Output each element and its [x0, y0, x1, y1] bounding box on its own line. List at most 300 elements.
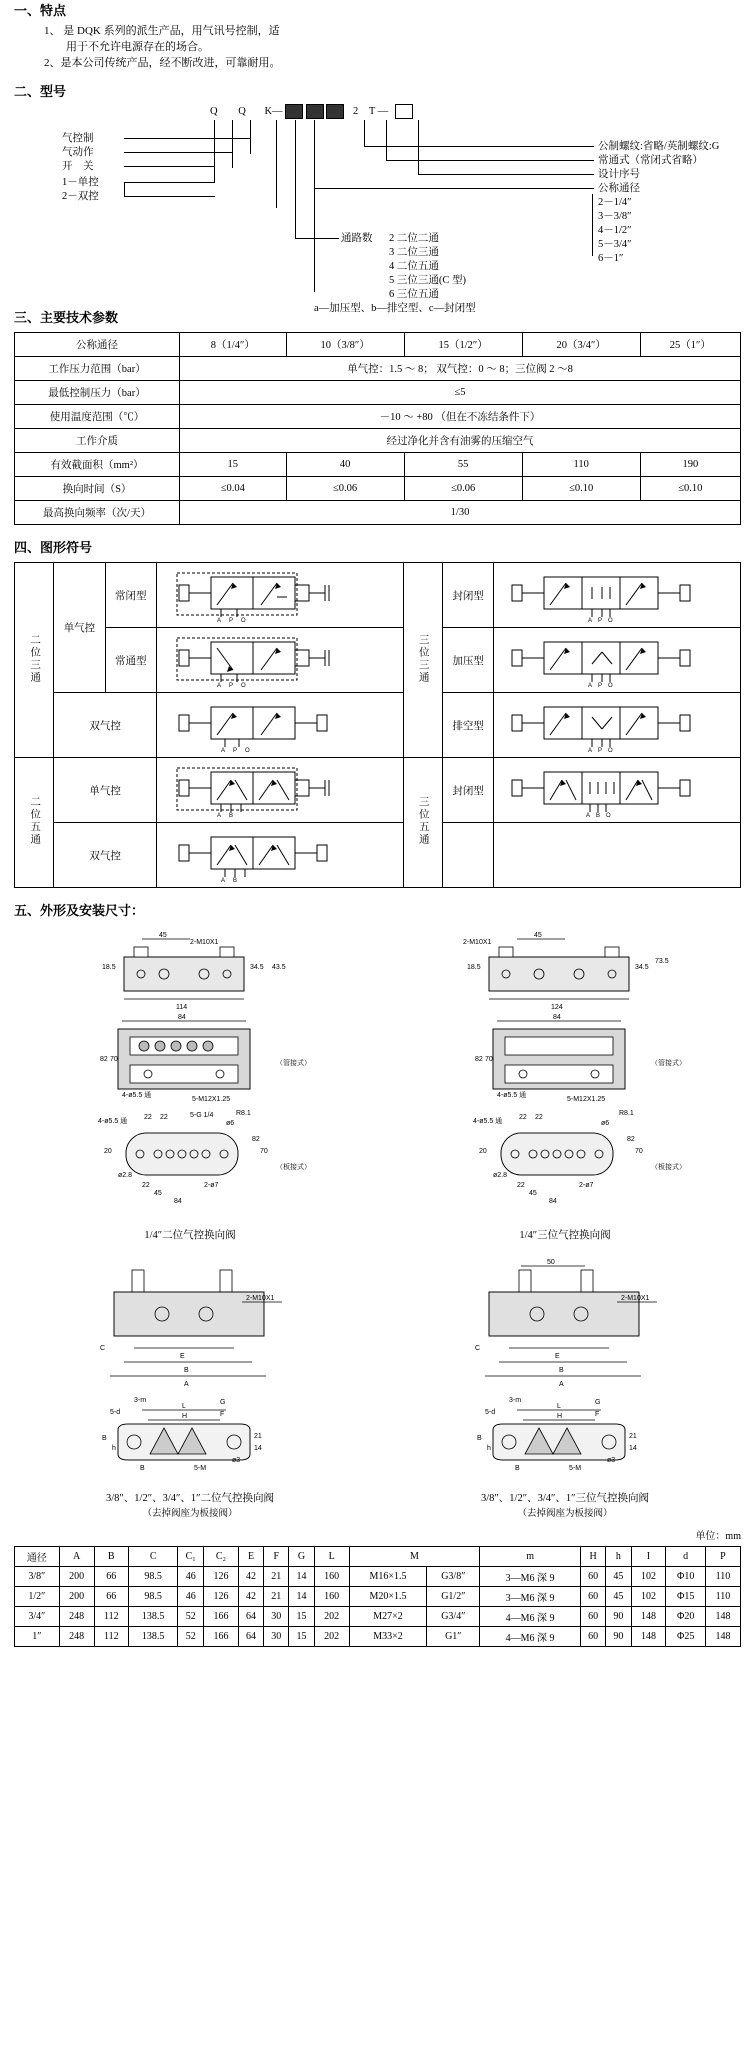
section-number: 五、 [14, 903, 41, 918]
col-header: M [349, 1547, 480, 1567]
channel-option: 5 三位三通(C 型) [389, 275, 466, 286]
cell: 200 [59, 1567, 94, 1587]
section-label: 主要技术参数 [40, 310, 119, 325]
symbol-3way-double [159, 697, 373, 753]
svg-text:F: F [595, 1411, 600, 1418]
col-header: C₁ [178, 1547, 204, 1567]
cell: 112 [94, 1607, 128, 1627]
cell: 52 [178, 1627, 204, 1647]
cell: 66 [94, 1567, 128, 1587]
cell: 248 [59, 1607, 94, 1627]
cell: 64 [238, 1607, 263, 1627]
svg-text:82: 82 [627, 1136, 635, 1143]
svg-text:3-m: 3-m [509, 1397, 522, 1404]
cell: 30 [264, 1627, 289, 1647]
symbol-graphic-cell [156, 758, 403, 823]
spec-value: ≤0.06 [286, 477, 404, 501]
col-header: H [581, 1547, 606, 1567]
svg-text:22: 22 [160, 1114, 168, 1121]
svg-text:B: B [140, 1465, 145, 1472]
svg-text:5-M: 5-M [194, 1465, 207, 1472]
cell: Φ20 [666, 1607, 705, 1627]
channel-title: 通路数 [341, 233, 373, 244]
svg-text:B: B [184, 1367, 189, 1374]
svg-text:4-ø5.5 通: 4-ø5.5 通 [122, 1092, 152, 1099]
spec-value: ≤0.10 [640, 477, 740, 501]
col-header: L [314, 1547, 349, 1567]
cell: 102 [631, 1587, 666, 1607]
svg-text:70: 70 [635, 1148, 643, 1155]
cell: Φ10 [666, 1567, 705, 1587]
leader-line [364, 120, 365, 146]
svg-text:45: 45 [534, 932, 542, 939]
symbols-table [14, 562, 741, 888]
cell: 4—M6 深 9 [480, 1607, 581, 1627]
model-right-label: 常通式（常闭式省略） [598, 155, 703, 166]
col-header: m [480, 1547, 581, 1567]
svg-text:（板接式）: （板接式） [276, 1164, 311, 1171]
svg-text:82: 82 [100, 1056, 108, 1063]
cell: M20×1.5 [349, 1587, 427, 1607]
spec-value: ≤0.06 [404, 477, 522, 501]
svg-text:h: h [487, 1445, 491, 1452]
cell: 98.5 [128, 1587, 178, 1607]
drawing-large-3pos [389, 1258, 741, 1488]
leader-line [314, 188, 594, 189]
model-code-diagram [14, 104, 741, 314]
svg-text:2-M10X1: 2-M10X1 [246, 1295, 275, 1302]
svg-text:45: 45 [159, 932, 167, 939]
cell: 160 [314, 1567, 349, 1587]
svg-text:A: A [216, 813, 221, 818]
cell: Φ15 [666, 1587, 705, 1607]
table-row [15, 693, 741, 758]
svg-text:P: P [598, 683, 603, 688]
model-left-label: 2－双控 [62, 191, 99, 202]
symbol-type-label: 排空型 [442, 693, 493, 758]
specs-table [14, 332, 741, 525]
figure-caption: 1/4″二位气控换向阀 [144, 1230, 236, 1241]
code-char-q2: Q [238, 105, 246, 117]
leader-line [124, 138, 251, 139]
table-row [15, 1607, 741, 1627]
figure-quarter-3pos [389, 925, 741, 1242]
svg-text:34.5: 34.5 [250, 964, 264, 971]
svg-text:O: O [240, 683, 246, 688]
symbol-type-label: 封闭型 [442, 563, 493, 628]
svg-text:5-G 1/4: 5-G 1/4 [190, 1112, 214, 1119]
spec-label: 使用温度范围（℃） [15, 405, 180, 429]
section-number: 一、 [14, 3, 41, 18]
figure-large-3pos [389, 1258, 741, 1519]
cell: 3—M6 深 9 [480, 1567, 581, 1587]
symbol-graphic-cell [156, 823, 403, 888]
section-label: 图形符号 [40, 540, 93, 555]
svg-text:84: 84 [174, 1198, 182, 1205]
section-title-model [14, 81, 755, 100]
svg-text:L: L [557, 1403, 561, 1410]
cell: 110 [705, 1567, 740, 1587]
leader-line [295, 120, 296, 238]
svg-text:70: 70 [110, 1056, 118, 1063]
svg-text:R8.1: R8.1 [619, 1110, 634, 1117]
cell: 90 [606, 1607, 631, 1627]
svg-text:20: 20 [479, 1148, 487, 1155]
cell: 126 [203, 1587, 238, 1607]
col-header: A [59, 1547, 94, 1567]
spec-value: 25（1″） [640, 333, 740, 357]
svg-text:（管接式）: （管接式） [276, 1060, 311, 1067]
cell: 90 [606, 1627, 631, 1647]
figure-caption: 1/4″三位气控换向阀 [519, 1230, 611, 1241]
col-header: d [666, 1547, 705, 1567]
symbol-type-label: 常闭型 [105, 563, 156, 628]
channel-option: 6 三位五通 [389, 289, 439, 300]
feature-item: 用于不允许电源存在的场合。 [66, 41, 209, 53]
unit-label: 单位：mm [695, 1531, 741, 1542]
leader-line [592, 194, 593, 256]
table-row [15, 405, 741, 429]
dimension-figures-row-1 [14, 925, 741, 1242]
table-row [15, 758, 741, 823]
symbol-3pos-closed [496, 567, 710, 623]
spec-label: 最高换向频率（次/天） [15, 501, 180, 525]
figure-subcaption: （去掉阀座为板接阀） [517, 1509, 613, 1519]
svg-text:h: h [112, 1445, 116, 1452]
svg-text:O: O [608, 683, 613, 688]
table-row [15, 381, 741, 405]
section-title-symbols [14, 537, 755, 556]
spec-label: 工作介质 [15, 429, 180, 453]
cell: M27×2 [349, 1607, 427, 1627]
code-box-2 [306, 104, 324, 119]
cell: 138.5 [128, 1627, 178, 1647]
svg-text:84: 84 [549, 1198, 557, 1205]
leader-line [386, 160, 594, 161]
svg-text:P: P [598, 748, 603, 753]
symbol-graphic-cell [494, 758, 741, 823]
leader-line [250, 120, 251, 154]
svg-text:A: A [588, 683, 593, 688]
svg-text:A: A [220, 748, 225, 753]
bore-option: 6－1″ [598, 253, 624, 264]
cell: 202 [314, 1607, 349, 1627]
cell: 52 [178, 1607, 204, 1627]
cell: 110 [705, 1587, 740, 1607]
cell: 148 [705, 1607, 740, 1627]
symbol-ctrl-label: 双气控 [54, 693, 157, 758]
col-header: P [705, 1547, 740, 1567]
col-header: h [606, 1547, 631, 1567]
symbol-group-left-2 [15, 758, 54, 888]
figure-caption: 3/8″、1/2″、3/4″、1″三位气控换向阀 [481, 1493, 649, 1504]
section-label: 外形及安装尺寸： [40, 903, 145, 918]
svg-text:22: 22 [517, 1182, 525, 1189]
figure-large-2pos [14, 1258, 366, 1519]
svg-text:C: C [475, 1345, 481, 1352]
svg-text:E: E [180, 1353, 185, 1360]
cell: Φ25 [666, 1627, 705, 1647]
leader-line [276, 120, 277, 208]
svg-text:B: B [477, 1435, 482, 1442]
spec-value: 10（3/8″） [286, 333, 404, 357]
symbol-type-label: 封闭型 [442, 758, 493, 823]
svg-text:A: A [184, 1381, 189, 1388]
leader-line [364, 146, 594, 147]
svg-text:O: O [240, 618, 246, 623]
code-box-1 [285, 104, 303, 119]
cell: 3/8″ [15, 1567, 60, 1587]
symbol-5way-3pos-closed [496, 762, 710, 818]
cell: 45 [606, 1567, 631, 1587]
bore-option: 2－1/4″ [598, 197, 632, 208]
table-header-row [15, 1547, 741, 1567]
cell: 66 [94, 1587, 128, 1607]
model-left-label: 1－单控 [62, 177, 99, 188]
svg-text:B: B [102, 1435, 107, 1442]
cell: 1/2″ [15, 1587, 60, 1607]
svg-text:（管接式）: （管接式） [651, 1060, 686, 1067]
symbol-graphic-cell [494, 823, 741, 888]
svg-text:3-m: 3-m [134, 1397, 147, 1404]
svg-text:82: 82 [252, 1136, 260, 1143]
leader-line [295, 238, 339, 239]
svg-text:P: P [228, 618, 233, 623]
leader-line [386, 120, 387, 160]
spec-value: 1/30 [180, 501, 741, 525]
cell: 15 [289, 1627, 314, 1647]
cell: 60 [581, 1567, 606, 1587]
leader-line [124, 152, 233, 153]
table-row [15, 563, 741, 628]
table-row [15, 429, 741, 453]
type-note: a—加压型、b—排空型、c—封闭型 [314, 303, 476, 314]
symbol-3pos-exhaust [496, 697, 710, 753]
figure-subcaption: （去掉阀座为板接阀） [142, 1509, 238, 1519]
svg-text:14: 14 [629, 1445, 637, 1452]
cell: 160 [314, 1587, 349, 1607]
svg-text:21: 21 [254, 1433, 262, 1440]
cell: 166 [203, 1607, 238, 1627]
leader-line [124, 166, 215, 167]
model-left-label: 开 关 [62, 161, 94, 172]
spec-value: 15 [180, 453, 287, 477]
cell: 126 [203, 1567, 238, 1587]
cell: 98.5 [128, 1567, 178, 1587]
svg-text:18.5: 18.5 [102, 964, 116, 971]
spec-value: 单气控：1.5 ～ 8； 双气控：0 ～ 8；三位阀 2 ～8 [180, 357, 741, 381]
model-left-label: 气控制 [62, 133, 94, 144]
code-char-2: 2 [353, 105, 359, 117]
cell: 14 [289, 1567, 314, 1587]
cell: 202 [314, 1627, 349, 1647]
svg-text:2-M10X1: 2-M10X1 [621, 1295, 650, 1302]
channel-option: 2 二位二通 [389, 233, 439, 244]
table-row [15, 1567, 741, 1587]
col-header: F [264, 1547, 289, 1567]
symbol-type-label [442, 823, 493, 888]
svg-text:22: 22 [144, 1114, 152, 1121]
cell: 42 [238, 1587, 263, 1607]
symbol-group-right-2 [403, 758, 442, 888]
spec-value: 15（1/2″） [404, 333, 522, 357]
model-right-label: 公称通径 [598, 183, 640, 194]
svg-text:5-M12X1.25: 5-M12X1.25 [567, 1096, 606, 1103]
svg-text:ø6: ø6 [601, 1120, 610, 1127]
cell: G3/8″ [427, 1567, 480, 1587]
svg-text:L: L [182, 1403, 186, 1410]
cell: 60 [581, 1627, 606, 1647]
cell: 1″ [15, 1627, 60, 1647]
svg-text:84: 84 [178, 1014, 186, 1021]
table-row [15, 628, 741, 693]
svg-text:45: 45 [154, 1190, 162, 1197]
svg-text:5-d: 5-d [110, 1409, 121, 1416]
features-body [14, 23, 741, 71]
cell: 60 [581, 1607, 606, 1627]
symbol-graphic-cell [494, 693, 741, 758]
model-code-line [210, 104, 413, 119]
dimension-table [14, 1546, 741, 1647]
cell: 45 [606, 1587, 631, 1607]
leader-line [232, 120, 233, 168]
svg-text:C: C [100, 1345, 106, 1352]
table-row [15, 501, 741, 525]
svg-text:B: B [596, 813, 601, 818]
table-row [15, 333, 741, 357]
svg-text:70: 70 [485, 1056, 493, 1063]
symbol-5way-single [159, 762, 373, 818]
svg-text:B: B [515, 1465, 520, 1472]
symbol-graphic-cell [156, 693, 403, 758]
svg-text:114: 114 [176, 1004, 188, 1011]
model-right-label: 设计序号 [598, 169, 640, 180]
leader-line [314, 120, 315, 292]
svg-text:5-d: 5-d [485, 1409, 496, 1416]
svg-text:2-ø7: 2-ø7 [204, 1182, 219, 1189]
svg-text:ø2.8: ø2.8 [118, 1172, 133, 1179]
spec-value: ≤0.04 [180, 477, 287, 501]
svg-text:R8.1: R8.1 [236, 1110, 251, 1117]
svg-text:O: O [608, 618, 613, 623]
symbol-graphic-cell [494, 628, 741, 693]
drawing-quarter-2pos [14, 925, 366, 1225]
symbol-ctrl-label: 双气控 [54, 823, 157, 888]
col-header: B [94, 1547, 128, 1567]
drawing-quarter-3pos [389, 925, 741, 1225]
cell: 4—M6 深 9 [480, 1627, 581, 1647]
svg-text:5-M12X1.25: 5-M12X1.25 [192, 1096, 231, 1103]
svg-text:34.5: 34.5 [635, 964, 649, 971]
svg-text:50: 50 [547, 1259, 555, 1266]
svg-text:（板接式）: （板接式） [651, 1164, 686, 1171]
svg-text:124: 124 [551, 1004, 563, 1011]
svg-text:2-M10X1: 2-M10X1 [190, 939, 219, 946]
spec-label: 最低控制压力（bar） [15, 381, 180, 405]
leader-line [418, 120, 419, 174]
svg-text:ø3: ø3 [607, 1457, 616, 1464]
table-row [15, 477, 741, 501]
group-label: 三位三通 [417, 633, 429, 684]
cell: 102 [631, 1567, 666, 1587]
svg-text:H: H [182, 1413, 188, 1420]
cell: 15 [289, 1607, 314, 1627]
spec-label: 工作压力范围（bar） [15, 357, 180, 381]
svg-text:5-M: 5-M [569, 1465, 582, 1472]
col-header: G [289, 1547, 314, 1567]
symbol-5way-double [159, 827, 373, 883]
svg-text:45: 45 [529, 1190, 537, 1197]
cell: 112 [94, 1627, 128, 1647]
leader-line [124, 196, 215, 197]
cell: 46 [178, 1567, 204, 1587]
spec-value: 190 [640, 453, 740, 477]
cell: 148 [705, 1627, 740, 1647]
symbol-group-left-1 [15, 563, 54, 758]
section-title-features [14, 0, 755, 19]
cell: 64 [238, 1627, 263, 1647]
cell: 148 [631, 1627, 666, 1647]
col-header: E [238, 1547, 263, 1567]
figure-quarter-2pos [14, 925, 366, 1242]
symbol-group-right-1 [403, 563, 442, 758]
svg-text:ø3: ø3 [232, 1457, 241, 1464]
cell: 60 [581, 1587, 606, 1607]
svg-text:18.5: 18.5 [467, 964, 481, 971]
leader-line [124, 182, 125, 196]
svg-text:70: 70 [260, 1148, 268, 1155]
col-header: 通径 [15, 1547, 60, 1567]
section-label: 特点 [40, 3, 67, 18]
svg-text:4-ø5.5 通: 4-ø5.5 通 [473, 1118, 503, 1125]
symbol-graphic-cell [156, 628, 403, 693]
spec-label: 换向时间（S） [15, 477, 180, 501]
bore-option: 3－3/8″ [598, 211, 632, 222]
cell: 30 [264, 1607, 289, 1627]
model-right-label: 公制螺纹:省略/英制螺纹:G [598, 141, 720, 152]
cell: 3—M6 深 9 [480, 1587, 581, 1607]
svg-text:84: 84 [553, 1014, 561, 1021]
svg-text:O: O [606, 813, 611, 818]
figure-caption: 3/8″、1/2″、3/4″、1″二位气控换向阀 [106, 1493, 274, 1504]
symbol-type-label: 加压型 [442, 628, 493, 693]
symbol-type-label: 常通型 [105, 628, 156, 693]
code-char-k: K— [264, 105, 283, 117]
spec-label: 有效截面积（mm²） [15, 453, 180, 477]
svg-text:A: A [586, 813, 591, 818]
svg-text:73.5: 73.5 [655, 958, 669, 965]
svg-text:20: 20 [104, 1148, 112, 1155]
cell: 166 [203, 1627, 238, 1647]
leader-line [214, 120, 215, 182]
spec-value: 经过净化并含有油雾的压缩空气 [180, 429, 741, 453]
symbol-graphic-cell [156, 563, 403, 628]
cell: 21 [264, 1587, 289, 1607]
group-label: 二位三通 [29, 633, 41, 684]
svg-text:4-ø5.5 通: 4-ø5.5 通 [497, 1092, 527, 1099]
spec-value: 8（1/4″） [180, 333, 287, 357]
table-row [15, 357, 741, 381]
leader-line [418, 174, 594, 175]
channel-option: 4 二位五通 [389, 261, 439, 272]
spec-value: 55 [404, 453, 522, 477]
svg-text:82: 82 [475, 1056, 483, 1063]
cell: 21 [264, 1567, 289, 1587]
spec-value: 40 [286, 453, 404, 477]
table-row [15, 453, 741, 477]
svg-text:21: 21 [629, 1433, 637, 1440]
svg-text:ø6: ø6 [226, 1120, 235, 1127]
